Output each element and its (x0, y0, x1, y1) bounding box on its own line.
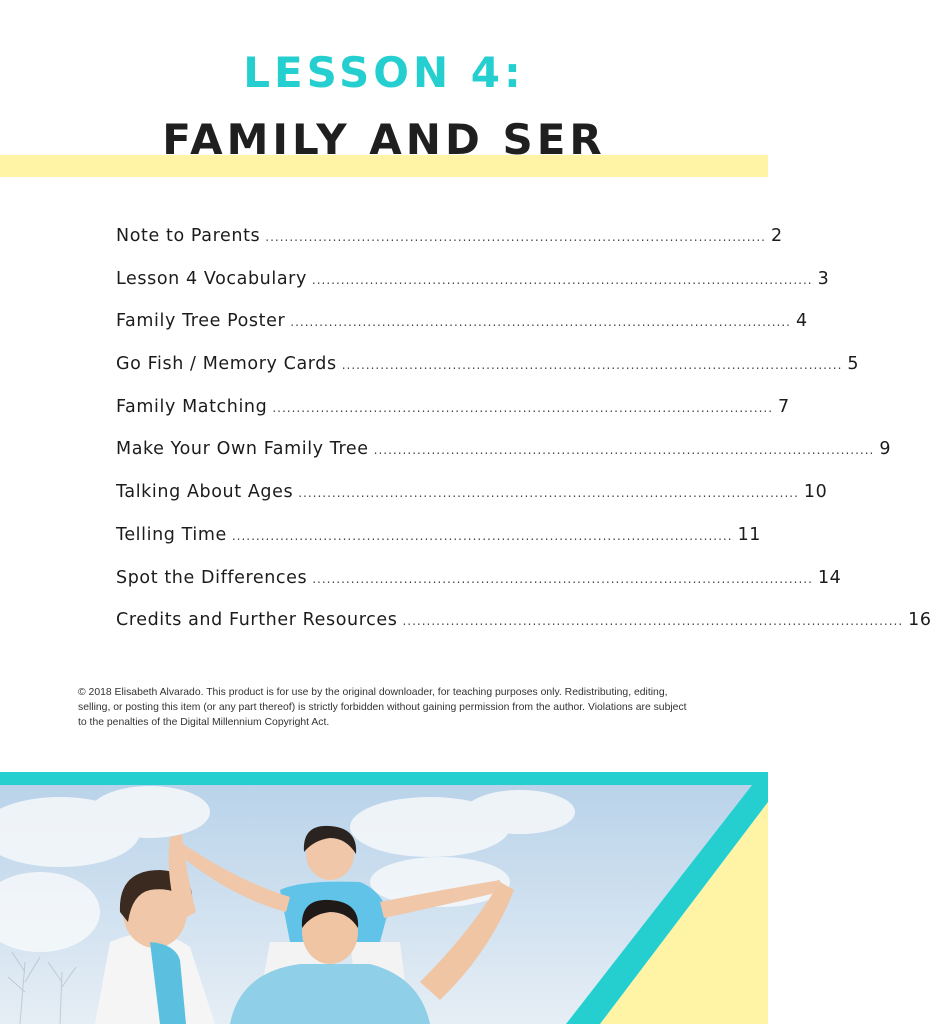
table-of-contents (116, 226, 932, 653)
toc-item-page: 14 (817, 567, 842, 588)
toc-leader-dots: ........................................................................................................ (312, 571, 813, 586)
toc-item-label: Family Tree Poster (116, 311, 286, 332)
top-accent-bar (0, 772, 768, 785)
toc-item-label: Talking About Ages (116, 482, 294, 503)
toc-item-page: 11 (737, 524, 762, 545)
toc-item-talking-about-ages[interactable] (116, 482, 828, 525)
toc-item-label: Telling Time (116, 524, 227, 545)
lesson-topic-title: FAMILY AND SER (162, 115, 606, 164)
toc-leader-dots: ........................................................................................................ (311, 272, 813, 287)
toc-leader-dots: ........................................................................................................ (341, 358, 843, 373)
toc-leader-dots: ........................................................................................................ (231, 528, 733, 543)
toc-leader-dots: ........................................................................................................ (298, 486, 799, 501)
toc-item-page: 5 (847, 354, 860, 375)
toc-item-note-to-parents[interactable] (116, 226, 783, 269)
toc-item-page: 7 (778, 396, 790, 417)
toc-item-label: Spot the Differences (116, 567, 308, 588)
copyright-notice: © 2018 Elisabeth Alvarado. This product is for use by the original downloader, for teaching purposes only. Redistributing, editing, selling, or posting this item (or any part thereof) is strictly forbidden without gaining permission from the author. Violations are subject to the penalties of the Digital Millennium Copyright Act. (78, 687, 687, 728)
lesson-number-title: LESSON 4: (243, 48, 525, 97)
toc-item-page: 16 (908, 610, 932, 631)
toc-item-label: Credits and Further Resources (116, 610, 398, 631)
toc-item-telling-time[interactable] (116, 524, 762, 568)
toc-leader-dots: ........................................................................................................ (402, 614, 904, 629)
toc-item-family-tree-poster[interactable] (116, 311, 808, 354)
toc-leader-dots: ........................................................................................................ (290, 315, 791, 330)
toc-item-page: 2 (770, 226, 783, 246)
toc-leader-dots: ........................................................................................................ (272, 400, 774, 415)
toc-leader-dots: ........................................................................................................ (373, 443, 875, 458)
toc-item-page: 3 (817, 268, 830, 289)
family-photo (0, 772, 768, 1024)
toc-item-go-fish[interactable] (116, 354, 860, 397)
toc-item-credits[interactable] (116, 610, 932, 653)
toc-item-label: Go Fish / Memory Cards (116, 354, 337, 375)
toc-leader-dots: ........................................................................................................ (265, 230, 766, 244)
toc-item-label: Make Your Own Family Tree (116, 439, 369, 460)
toc-item-make-family-tree[interactable] (116, 439, 892, 482)
toc-item-page: 4 (795, 311, 808, 332)
toc-item-family-matching[interactable] (116, 396, 790, 440)
toc-item-label: Lesson 4 Vocabulary (116, 268, 307, 289)
toc-item-vocabulary[interactable] (116, 268, 830, 312)
family-photo-icon (0, 772, 768, 1024)
toc-item-page: 9 (879, 439, 892, 460)
toc-item-label: Family Matching (116, 396, 268, 417)
toc-item-page: 10 (803, 482, 828, 503)
toc-item-label: Note to Parents (116, 226, 261, 246)
toc-item-spot-differences[interactable] (116, 567, 842, 611)
